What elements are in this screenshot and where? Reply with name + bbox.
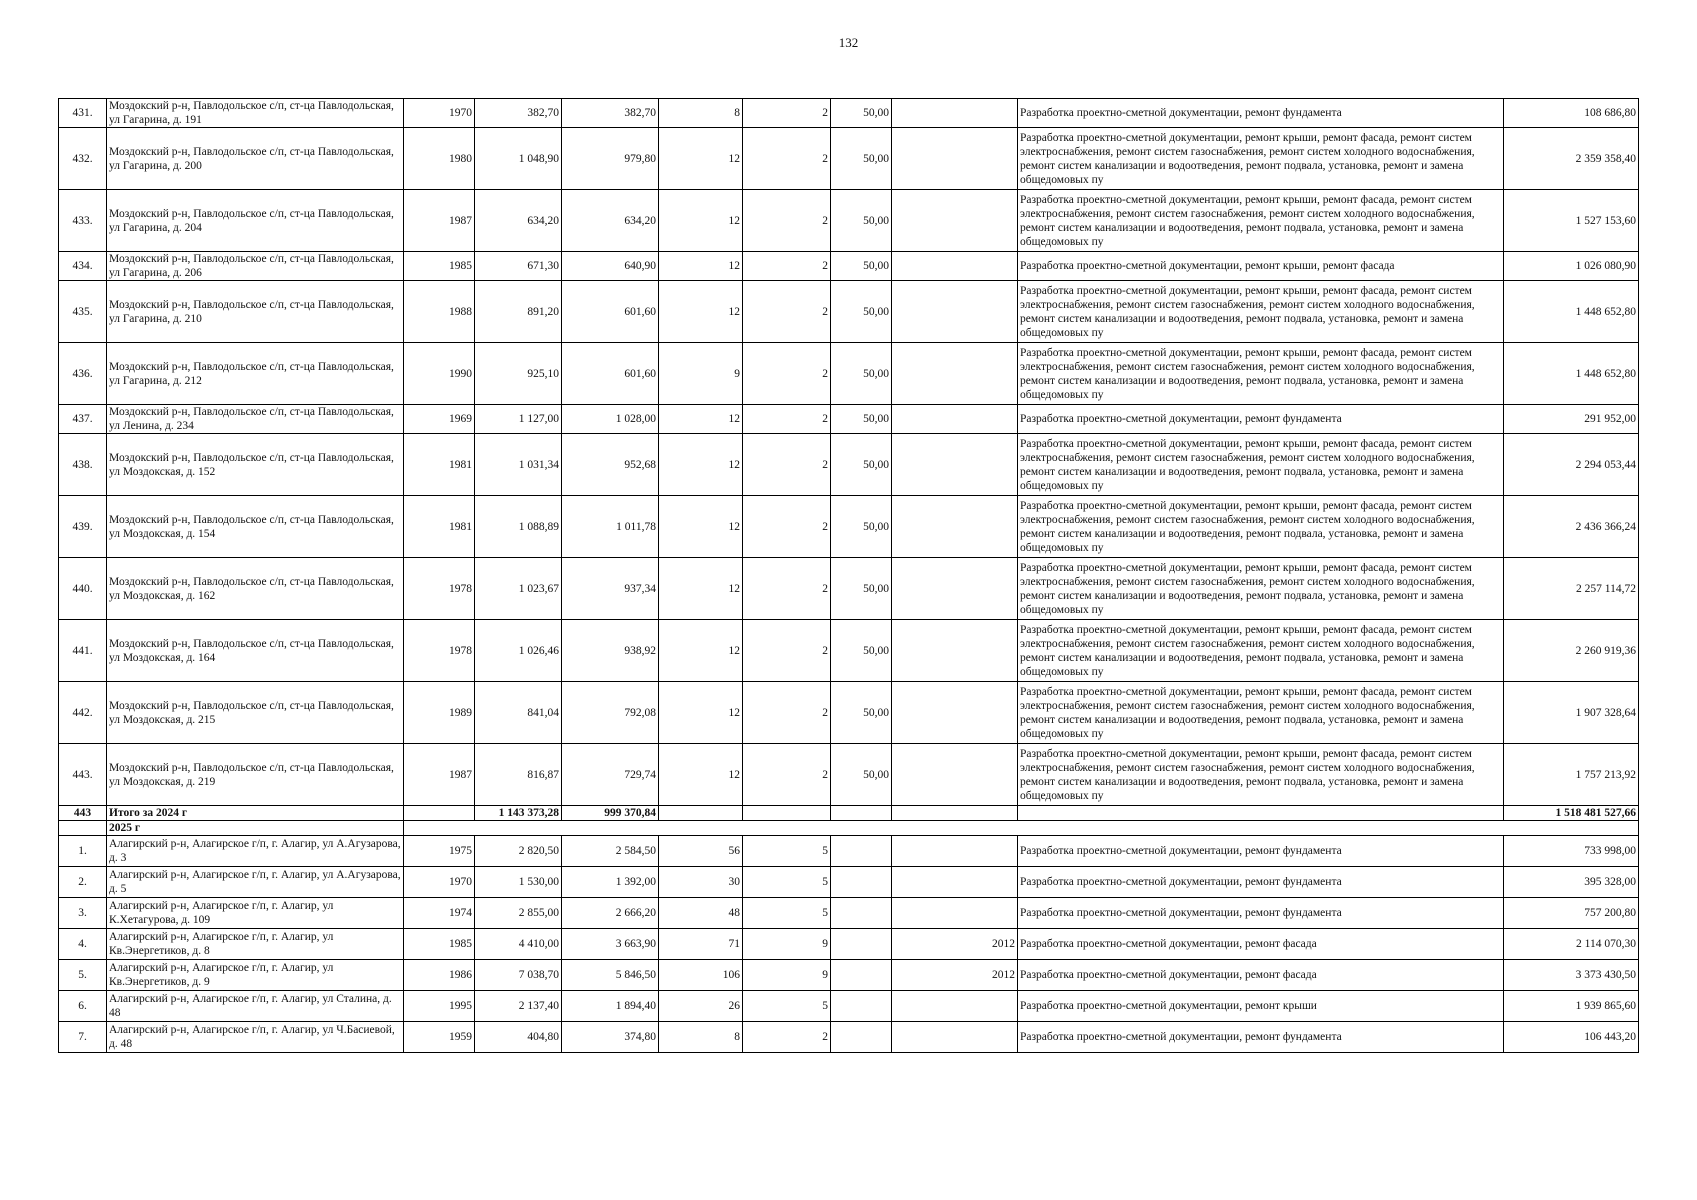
cost: 1 026 080,90 (1504, 252, 1639, 281)
col-9-value (892, 405, 1018, 434)
row-number: 438. (59, 434, 107, 496)
cost: 2 294 053,44 (1504, 434, 1639, 496)
work-description: Разработка проектно-сметной документации, ремонт крыши, ремонт фасада, ремонт систем электроснабжения, ремонт систем газоснабжения, ремонт систем холодного водоснабжения, ремонт систем канализации и водоотведения, ремонт подвала, установка, ремонт и замена общедомовых пу (1018, 343, 1504, 405)
area-residential: 729,74 (562, 744, 659, 806)
total-label: Итого за 2024 г (107, 806, 404, 821)
col-9-value (892, 128, 1018, 190)
entrances-count: 9 (743, 960, 831, 991)
area-residential: 1 894,40 (562, 991, 659, 1022)
col-8-value (831, 898, 892, 929)
row-number: 3. (59, 898, 107, 929)
entrances-count: 2 (743, 558, 831, 620)
entrances-count: 2 (743, 620, 831, 682)
col-9-value (892, 620, 1018, 682)
table-row (59, 620, 1639, 682)
total-2024 (59, 806, 1639, 836)
col-9-value (892, 1022, 1018, 1053)
build-year: 1995 (404, 991, 475, 1022)
address: Моздокский р-н, Павлодольское с/п, ст-ца Павлодольская, ул Моздокская, д. 162 (107, 558, 404, 620)
col-9-value (892, 558, 1018, 620)
col-8-value (831, 929, 892, 960)
area-total: 925,10 (475, 343, 562, 405)
area-residential: 640,90 (562, 252, 659, 281)
address: Алагирский р-н, Алагирское г/п, г. Алагир, ул Кв.Энергетиков, д. 8 (107, 929, 404, 960)
floors-count: 12 (659, 252, 743, 281)
build-year: 1974 (404, 898, 475, 929)
area-residential: 3 663,90 (562, 929, 659, 960)
table-row (59, 128, 1639, 190)
col-9-value (892, 496, 1018, 558)
table-row (59, 898, 1639, 929)
rows-2025 (59, 836, 1639, 1053)
address: Алагирский р-н, Алагирское г/п, г. Алагир, ул Сталина, д. 48 (107, 991, 404, 1022)
cost: 2 436 366,24 (1504, 496, 1639, 558)
floors-count: 12 (659, 434, 743, 496)
cost: 2 257 114,72 (1504, 558, 1639, 620)
area-residential: 382,70 (562, 99, 659, 128)
area-residential: 938,92 (562, 620, 659, 682)
page-number: 132 (838, 35, 859, 50)
total-area: 1 143 373,28 (475, 806, 562, 821)
build-year: 1969 (404, 405, 475, 434)
row-number: 437. (59, 405, 107, 434)
table-row (59, 682, 1639, 744)
area-total: 1 031,34 (475, 434, 562, 496)
build-year: 1959 (404, 1022, 475, 1053)
col-8-value: 50,00 (831, 496, 892, 558)
work-description: Разработка проектно-сметной документации, ремонт фундамента (1018, 836, 1504, 867)
row-number: 443. (59, 744, 107, 806)
cost: 1 527 153,60 (1504, 190, 1639, 252)
build-year: 1980 (404, 128, 475, 190)
table-row (59, 867, 1639, 898)
build-year: 1989 (404, 682, 475, 744)
address: Алагирский р-н, Алагирское г/п, г. Алагир, ул А.Агузарова, д. 3 (107, 836, 404, 867)
row-number: 440. (59, 558, 107, 620)
area-residential: 792,08 (562, 682, 659, 744)
address: Моздокский р-н, Павлодольское с/п, ст-ца Павлодольская, ул Ленина, д. 234 (107, 405, 404, 434)
entrances-count: 2 (743, 190, 831, 252)
entrances-count: 2 (743, 682, 831, 744)
address: Моздокский р-н, Павлодольское с/п, ст-ца Павлодольская, ул Моздокская, д. 164 (107, 620, 404, 682)
col-8-value: 50,00 (831, 128, 892, 190)
total-area-residential: 999 370,84 (562, 806, 659, 821)
cost: 1 939 865,60 (1504, 991, 1639, 1022)
floors-count: 12 (659, 405, 743, 434)
table-row (59, 252, 1639, 281)
address: Моздокский р-н, Павлодольское с/п, ст-ца Павлодольская, ул Гагарина, д. 191 (107, 99, 404, 128)
row-number: 432. (59, 128, 107, 190)
area-total: 891,20 (475, 281, 562, 343)
col-9-value (892, 867, 1018, 898)
area-total: 404,80 (475, 1022, 562, 1053)
cost: 395 328,00 (1504, 867, 1639, 898)
address: Алагирский р-н, Алагирское г/п, г. Алагир, ул Кв.Энергетиков, д. 9 (107, 960, 404, 991)
work-description: Разработка проектно-сметной документации, ремонт крыши, ремонт фасада, ремонт систем электроснабжения, ремонт систем газоснабжения, ремонт систем холодного водоснабжения, ремонт систем канализации и водоотведения, ремонт подвала, установка, ремонт и замена общедомовых пу (1018, 744, 1504, 806)
col-9-value (892, 434, 1018, 496)
col-9-value: 2012 (892, 929, 1018, 960)
col-8-value: 50,00 (831, 744, 892, 806)
cost: 106 443,20 (1504, 1022, 1639, 1053)
floors-count: 12 (659, 128, 743, 190)
area-residential: 2 666,20 (562, 898, 659, 929)
entrances-count: 2 (743, 99, 831, 128)
work-description: Разработка проектно-сметной документации, ремонт фундамента (1018, 99, 1504, 128)
area-residential: 5 846,50 (562, 960, 659, 991)
work-description: Разработка проектно-сметной документации, ремонт фундамента (1018, 405, 1504, 434)
cost: 2 359 358,40 (1504, 128, 1639, 190)
year-header-row (59, 821, 1639, 836)
row-number: 442. (59, 682, 107, 744)
col-8-value: 50,00 (831, 281, 892, 343)
col-8-value: 50,00 (831, 252, 892, 281)
table-row (59, 836, 1639, 867)
work-description: Разработка проектно-сметной документации, ремонт крыши, ремонт фасада, ремонт систем электроснабжения, ремонт систем газоснабжения, ремонт систем холодного водоснабжения, ремонт систем канализации и водоотведения, ремонт подвала, установка, ремонт и замена общедомовых пу (1018, 496, 1504, 558)
row-number: 436. (59, 343, 107, 405)
floors-count: 12 (659, 496, 743, 558)
address: Моздокский р-н, Павлодольское с/п, ст-ца Павлодольская, ул Моздокская, д. 219 (107, 744, 404, 806)
build-year: 1988 (404, 281, 475, 343)
build-year: 1970 (404, 867, 475, 898)
build-year: 1990 (404, 343, 475, 405)
floors-count: 8 (659, 99, 743, 128)
area-residential: 952,68 (562, 434, 659, 496)
floors-count: 56 (659, 836, 743, 867)
floors-count: 12 (659, 281, 743, 343)
col-9-value (892, 99, 1018, 128)
work-description: Разработка проектно-сметной документации, ремонт фундамента (1018, 867, 1504, 898)
row-number: 1. (59, 836, 107, 867)
cost: 2 260 919,36 (1504, 620, 1639, 682)
work-description: Разработка проектно-сметной документации, ремонт крыши, ремонт фасада, ремонт систем электроснабжения, ремонт систем газоснабжения, ремонт систем холодного водоснабжения, ремонт систем канализации и водоотведения, ремонт подвала, установка, ремонт и замена общедомовых пу (1018, 434, 1504, 496)
area-total: 1 026,46 (475, 620, 562, 682)
row-number: 4. (59, 929, 107, 960)
floors-count: 106 (659, 960, 743, 991)
table-row (59, 960, 1639, 991)
cost: 291 952,00 (1504, 405, 1639, 434)
col-9-value (892, 991, 1018, 1022)
col-9-value (892, 744, 1018, 806)
floors-count: 12 (659, 190, 743, 252)
cost: 1 448 652,80 (1504, 281, 1639, 343)
work-description: Разработка проектно-сметной документации, ремонт фундамента (1018, 1022, 1504, 1053)
col-8-value: 50,00 (831, 190, 892, 252)
col-9-value (892, 252, 1018, 281)
table-row (59, 929, 1639, 960)
area-residential: 2 584,50 (562, 836, 659, 867)
area-total: 2 820,50 (475, 836, 562, 867)
entrances-count: 5 (743, 898, 831, 929)
entrances-count: 2 (743, 434, 831, 496)
entrances-count: 2 (743, 343, 831, 405)
work-description: Разработка проектно-сметной документации, ремонт крыши, ремонт фасада, ремонт систем электроснабжения, ремонт систем газоснабжения, ремонт систем холодного водоснабжения, ремонт систем канализации и водоотведения, ремонт подвала, установка, ремонт и замена общедомовых пу (1018, 682, 1504, 744)
cost: 1 757 213,92 (1504, 744, 1639, 806)
rows-2024 (59, 99, 1639, 806)
entrances-count: 2 (743, 405, 831, 434)
cost: 757 200,80 (1504, 898, 1639, 929)
entrances-count: 2 (743, 281, 831, 343)
total-row (59, 806, 1639, 821)
area-total: 1 023,67 (475, 558, 562, 620)
address: Моздокский р-н, Павлодольское с/п, ст-ца Павлодольская, ул Моздокская, д. 154 (107, 496, 404, 558)
floors-count: 9 (659, 343, 743, 405)
floors-count: 12 (659, 682, 743, 744)
col-8-value (831, 991, 892, 1022)
row-number: 2. (59, 867, 107, 898)
table-row (59, 744, 1639, 806)
work-description: Разработка проектно-сметной документации, ремонт крыши, ремонт фасада, ремонт систем электроснабжения, ремонт систем газоснабжения, ремонт систем холодного водоснабжения, ремонт систем канализации и водоотведения, ремонт подвала, установка, ремонт и замена общедомовых пу (1018, 190, 1504, 252)
build-year: 1981 (404, 496, 475, 558)
build-year: 1986 (404, 960, 475, 991)
row-number: 439. (59, 496, 107, 558)
table-row (59, 190, 1639, 252)
build-year: 1987 (404, 190, 475, 252)
entrances-count: 5 (743, 836, 831, 867)
table-row (59, 434, 1639, 496)
col-9-value (892, 898, 1018, 929)
work-description: Разработка проектно-сметной документации, ремонт крыши (1018, 991, 1504, 1022)
col-8-value: 50,00 (831, 434, 892, 496)
work-description: Разработка проектно-сметной документации, ремонт фасада (1018, 960, 1504, 991)
build-year: 1978 (404, 558, 475, 620)
address: Моздокский р-н, Павлодольское с/п, ст-ца Павлодольская, ул Моздокская, д. 215 (107, 682, 404, 744)
work-description: Разработка проектно-сметной документации, ремонт крыши, ремонт фасада, ремонт систем электроснабжения, ремонт систем газоснабжения, ремонт систем холодного водоснабжения, ремонт систем канализации и водоотведения, ремонт подвала, установка, ремонт и замена общедомовых пу (1018, 620, 1504, 682)
area-total: 1 088,89 (475, 496, 562, 558)
work-description: Разработка проектно-сметной документации, ремонт фасада (1018, 929, 1504, 960)
col-9-value (892, 836, 1018, 867)
row-number: 434. (59, 252, 107, 281)
address: Моздокский р-н, Павлодольское с/п, ст-ца Павлодольская, ул Гагарина, д. 200 (107, 128, 404, 190)
total-count: 443 (59, 806, 107, 821)
area-total: 2 855,00 (475, 898, 562, 929)
entrances-count: 2 (743, 744, 831, 806)
capital-repair-table (58, 98, 1639, 1053)
area-total: 816,87 (475, 744, 562, 806)
floors-count: 8 (659, 1022, 743, 1053)
address: Алагирский р-н, Алагирское г/п, г. Алагир, ул А.Агузарова, д. 5 (107, 867, 404, 898)
area-total: 841,04 (475, 682, 562, 744)
col-8-value: 50,00 (831, 405, 892, 434)
cost: 733 998,00 (1504, 836, 1639, 867)
work-description: Разработка проектно-сметной документации, ремонт крыши, ремонт фасада, ремонт систем электроснабжения, ремонт систем газоснабжения, ремонт систем холодного водоснабжения, ремонт систем канализации и водоотведения, ремонт подвала, установка, ремонт и замена общедомовых пу (1018, 558, 1504, 620)
cost: 1 448 652,80 (1504, 343, 1639, 405)
area-total: 671,30 (475, 252, 562, 281)
row-number: 441. (59, 620, 107, 682)
area-total: 634,20 (475, 190, 562, 252)
table-row (59, 405, 1639, 434)
col-8-value (831, 1022, 892, 1053)
total-cost: 1 518 481 527,66 (1504, 806, 1639, 821)
entrances-count: 9 (743, 929, 831, 960)
area-total: 4 410,00 (475, 929, 562, 960)
table-row (59, 496, 1639, 558)
col-9-value: 2012 (892, 960, 1018, 991)
table-row (59, 991, 1639, 1022)
floors-count: 12 (659, 744, 743, 806)
build-year: 1985 (404, 929, 475, 960)
col-9-value (892, 682, 1018, 744)
entrances-count: 2 (743, 252, 831, 281)
row-number: 7. (59, 1022, 107, 1053)
area-residential: 1 011,78 (562, 496, 659, 558)
floors-count: 12 (659, 620, 743, 682)
build-year: 1987 (404, 744, 475, 806)
col-8-value (831, 836, 892, 867)
cost: 3 373 430,50 (1504, 960, 1639, 991)
col-8-value: 50,00 (831, 620, 892, 682)
area-total: 7 038,70 (475, 960, 562, 991)
row-number: 431. (59, 99, 107, 128)
area-residential: 979,80 (562, 128, 659, 190)
table-row (59, 558, 1639, 620)
work-description: Разработка проектно-сметной документации, ремонт крыши, ремонт фасада (1018, 252, 1504, 281)
floors-count: 71 (659, 929, 743, 960)
cost: 1 907 328,64 (1504, 682, 1639, 744)
col-8-value (831, 960, 892, 991)
area-residential: 374,80 (562, 1022, 659, 1053)
year-2025-label: 2025 г (107, 821, 404, 836)
area-residential: 1 392,00 (562, 867, 659, 898)
area-residential: 634,20 (562, 190, 659, 252)
area-residential: 1 028,00 (562, 405, 659, 434)
entrances-count: 2 (743, 128, 831, 190)
area-total: 382,70 (475, 99, 562, 128)
floors-count: 26 (659, 991, 743, 1022)
col-8-value: 50,00 (831, 558, 892, 620)
build-year: 1978 (404, 620, 475, 682)
row-number: 435. (59, 281, 107, 343)
work-description: Разработка проектно-сметной документации, ремонт крыши, ремонт фасада, ремонт систем электроснабжения, ремонт систем газоснабжения, ремонт систем холодного водоснабжения, ремонт систем канализации и водоотведения, ремонт подвала, установка, ремонт и замена общедомовых пу (1018, 128, 1504, 190)
col-9-value (892, 281, 1018, 343)
col-9-value (892, 343, 1018, 405)
address: Моздокский р-н, Павлодольское с/п, ст-ца Павлодольская, ул Моздокская, д. 152 (107, 434, 404, 496)
cost: 108 686,80 (1504, 99, 1639, 128)
row-number: 6. (59, 991, 107, 1022)
build-year: 1981 (404, 434, 475, 496)
table-row (59, 343, 1639, 405)
col-8-value: 50,00 (831, 343, 892, 405)
floors-count: 30 (659, 867, 743, 898)
entrances-count: 2 (743, 1022, 831, 1053)
row-number: 433. (59, 190, 107, 252)
address: Моздокский р-н, Павлодольское с/п, ст-ца Павлодольская, ул Гагарина, д. 204 (107, 190, 404, 252)
entrances-count: 5 (743, 867, 831, 898)
area-residential: 601,60 (562, 281, 659, 343)
build-year: 1975 (404, 836, 475, 867)
col-8-value: 50,00 (831, 682, 892, 744)
table-row (59, 99, 1639, 128)
address: Моздокский р-н, Павлодольское с/п, ст-ца Павлодольская, ул Гагарина, д. 210 (107, 281, 404, 343)
area-total: 2 137,40 (475, 991, 562, 1022)
area-residential: 601,60 (562, 343, 659, 405)
address: Алагирский р-н, Алагирское г/п, г. Алагир, ул К.Хетагурова, д. 109 (107, 898, 404, 929)
build-year: 1970 (404, 99, 475, 128)
col-8-value (831, 867, 892, 898)
address: Алагирский р-н, Алагирское г/п, г. Алагир, ул Ч.Басиевой, д. 48 (107, 1022, 404, 1053)
area-residential: 937,34 (562, 558, 659, 620)
area-total: 1 530,00 (475, 867, 562, 898)
address: Моздокский р-н, Павлодольское с/п, ст-ца Павлодольская, ул Гагарина, д. 212 (107, 343, 404, 405)
floors-count: 48 (659, 898, 743, 929)
cost: 2 114 070,30 (1504, 929, 1639, 960)
work-description: Разработка проектно-сметной документации, ремонт крыши, ремонт фасада, ремонт систем электроснабжения, ремонт систем газоснабжения, ремонт систем холодного водоснабжения, ремонт систем канализации и водоотведения, ремонт подвала, установка, ремонт и замена общедомовых пу (1018, 281, 1504, 343)
entrances-count: 2 (743, 496, 831, 558)
col-8-value: 50,00 (831, 99, 892, 128)
address: Моздокский р-н, Павлодольское с/п, ст-ца Павлодольская, ул Гагарина, д. 206 (107, 252, 404, 281)
table-row (59, 1022, 1639, 1053)
area-total: 1 127,00 (475, 405, 562, 434)
col-9-value (892, 190, 1018, 252)
area-total: 1 048,90 (475, 128, 562, 190)
entrances-count: 5 (743, 991, 831, 1022)
work-description: Разработка проектно-сметной документации, ремонт фундамента (1018, 898, 1504, 929)
row-number: 5. (59, 960, 107, 991)
table-row (59, 281, 1639, 343)
build-year: 1985 (404, 252, 475, 281)
floors-count: 12 (659, 558, 743, 620)
